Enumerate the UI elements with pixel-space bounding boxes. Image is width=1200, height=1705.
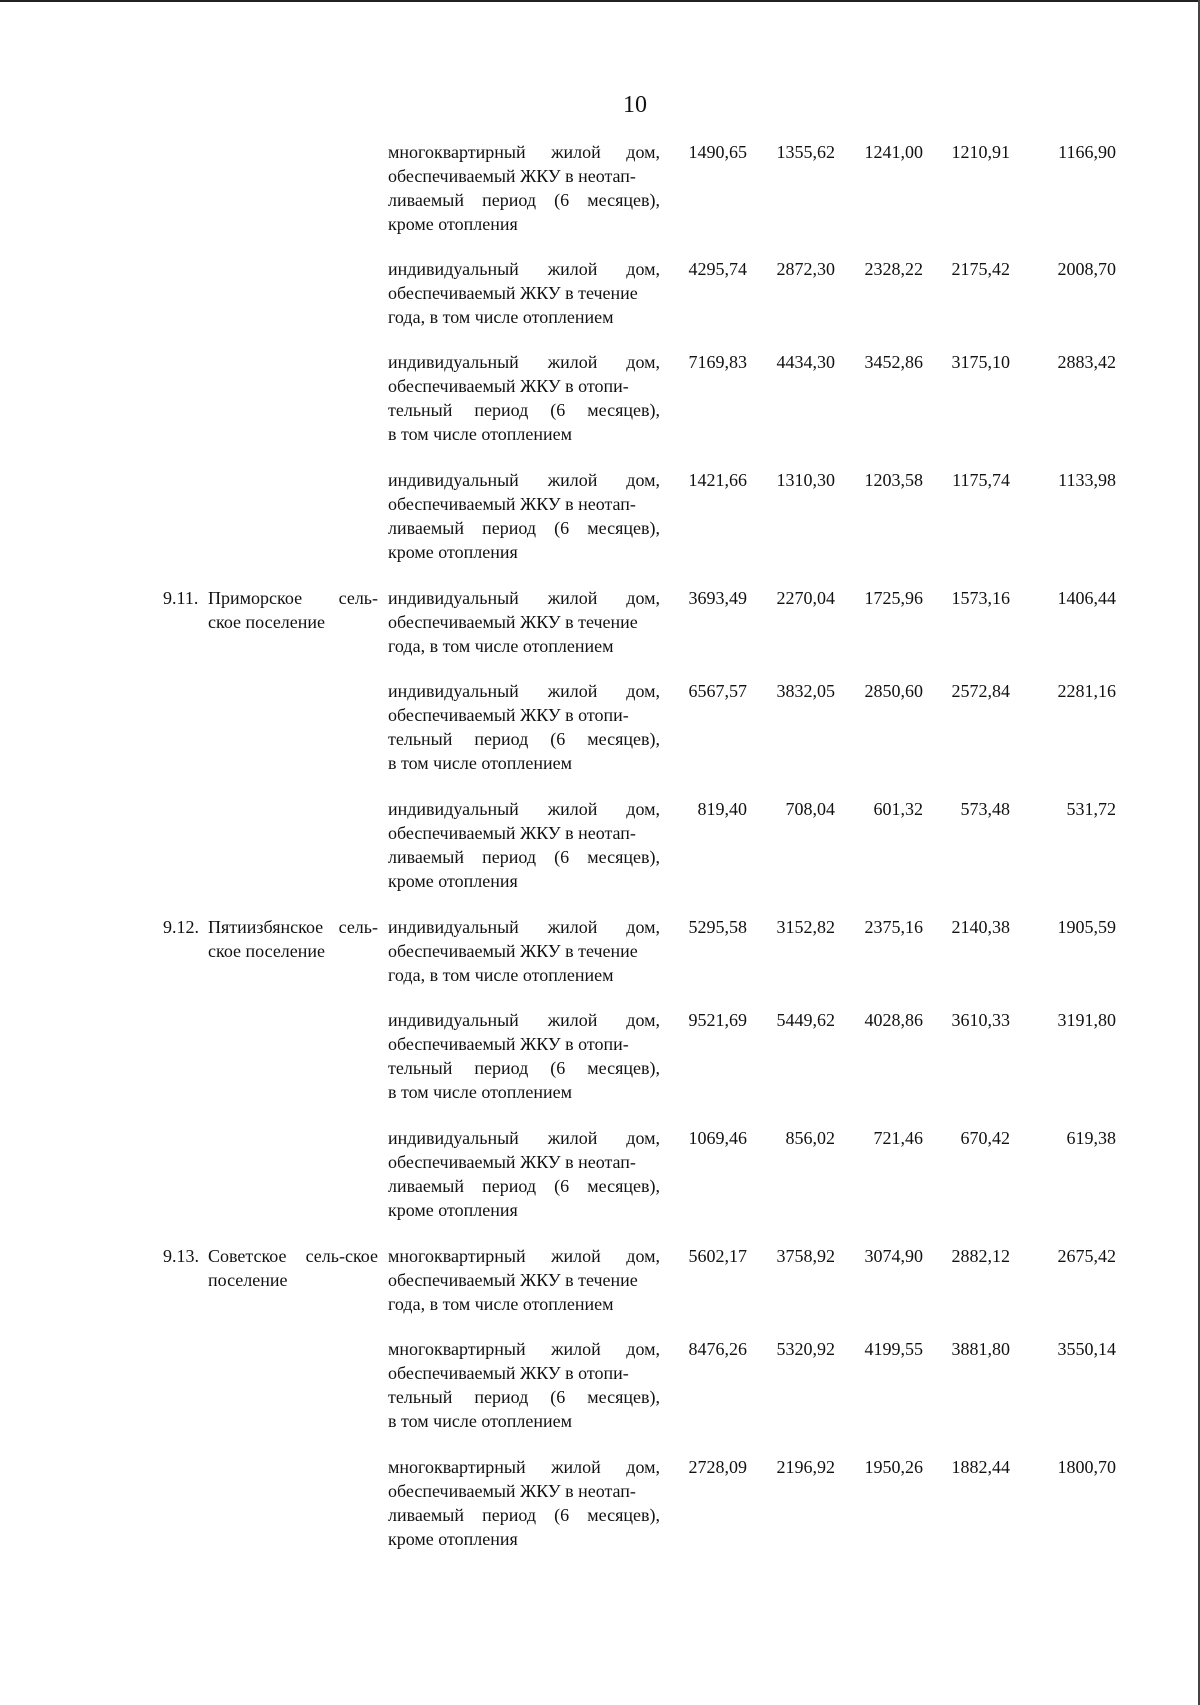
housing-description — [388, 1337, 660, 1433]
value-cell: 3758,92 — [776, 1246, 835, 1266]
description-line: тельный период (6 месяцев), — [388, 729, 660, 749]
value-cell: 1800,70 — [1057, 1457, 1116, 1477]
description-line: ливаемый период (6 месяцев), — [388, 1176, 660, 1196]
description-line: многоквартирный жилой дом, — [388, 1457, 660, 1477]
description-line: в том числе отоплением — [388, 1082, 572, 1102]
value-cell: 3074,90 — [864, 1246, 923, 1266]
description-line: кроме отопления — [388, 1529, 518, 1549]
description-line: индивидуальный жилой дом, — [388, 1010, 660, 1030]
value-cell: 2883,42 — [1057, 352, 1116, 372]
description-line: многоквартирный жилой дом, — [388, 1246, 660, 1266]
description-line: обеспечиваемый ЖКУ в неотап- — [388, 823, 636, 843]
description-line: обеспечиваемый ЖКУ в течение — [388, 1270, 638, 1290]
housing-description — [388, 679, 660, 775]
value-cell: 2328,22 — [864, 259, 923, 279]
value-cell: 1310,30 — [776, 470, 835, 490]
description-line: года, в том числе отоплением — [388, 307, 614, 327]
value-cell: 1905,59 — [1057, 917, 1116, 937]
value-cell: 2281,16 — [1057, 681, 1116, 701]
municipality-number: 9.12. — [163, 917, 199, 937]
value-cell: 3693,49 — [688, 588, 747, 608]
description-line: в том числе отоплением — [388, 753, 572, 773]
value-cell: 601,32 — [873, 799, 923, 819]
description-line: обеспечиваемый ЖКУ в неотап- — [388, 494, 636, 514]
description-line: многоквартирный жилой дом, — [388, 1339, 660, 1359]
value-cell: 4295,74 — [688, 259, 747, 279]
housing-description — [388, 1455, 660, 1551]
description-line: обеспечиваемый ЖКУ в течение — [388, 612, 638, 632]
value-cell: 1241,00 — [864, 142, 923, 162]
value-cell: 2572,84 — [951, 681, 1010, 701]
municipality-name: Пятиизбянское сель-ское поселение — [208, 917, 378, 961]
description-line: года, в том числе отоплением — [388, 636, 614, 656]
value-cell: 7169,83 — [688, 352, 747, 372]
value-cell: 2850,60 — [864, 681, 923, 701]
value-cell: 2270,04 — [776, 588, 835, 608]
description-line: тельный период (6 месяцев), — [388, 1387, 660, 1407]
value-cell: 2175,42 — [951, 259, 1010, 279]
value-cell: 670,42 — [960, 1128, 1010, 1148]
description-line: кроме отопления — [388, 542, 518, 562]
value-cell: 5320,92 — [776, 1339, 835, 1359]
value-cell: 8476,26 — [688, 1339, 747, 1359]
municipality-number: 9.11. — [163, 588, 199, 608]
value-cell: 819,40 — [697, 799, 747, 819]
value-cell: 2196,92 — [776, 1457, 835, 1477]
table-row — [0, 140, 1200, 250]
value-cell: 3610,33 — [951, 1010, 1010, 1030]
housing-description — [388, 1244, 660, 1316]
value-cell: 3452,86 — [864, 352, 923, 372]
housing-description — [388, 1126, 660, 1222]
table-row — [0, 468, 1200, 578]
value-cell: 2872,30 — [776, 259, 835, 279]
municipality-number: 9.13. — [163, 1246, 199, 1266]
description-line: индивидуальный жилой дом, — [388, 588, 660, 608]
value-cell: 573,48 — [960, 799, 1010, 819]
value-cell: 5449,62 — [776, 1010, 835, 1030]
value-cell: 3152,82 — [776, 917, 835, 937]
housing-description — [388, 915, 660, 987]
value-cell: 4434,30 — [776, 352, 835, 372]
value-cell: 5295,58 — [688, 917, 747, 937]
page-number: 10 — [623, 92, 647, 118]
description-line: ливаемый период (6 месяцев), — [388, 190, 660, 210]
value-cell: 3175,10 — [951, 352, 1010, 372]
value-cell: 2728,09 — [688, 1457, 747, 1477]
value-cell: 3832,05 — [776, 681, 835, 701]
housing-description — [388, 468, 660, 564]
value-cell: 4199,55 — [864, 1339, 923, 1359]
description-line: индивидуальный жилой дом, — [388, 259, 660, 279]
housing-description — [388, 1008, 660, 1104]
value-cell: 2375,16 — [864, 917, 923, 937]
value-cell: 4028,86 — [864, 1010, 923, 1030]
housing-description — [388, 350, 660, 446]
municipality-name: Приморское сель-ское поселение — [208, 588, 378, 632]
housing-description — [388, 586, 660, 658]
description-line: обеспечиваемый ЖКУ в отопи- — [388, 1363, 629, 1383]
value-cell: 5602,17 — [688, 1246, 747, 1266]
description-line: обеспечиваемый ЖКУ в неотап- — [388, 166, 636, 186]
value-cell: 1166,90 — [1058, 142, 1116, 162]
description-line: в том числе отоплением — [388, 1411, 572, 1431]
description-line: индивидуальный жилой дом, — [388, 470, 660, 490]
description-line: кроме отопления — [388, 1200, 518, 1220]
description-line: ливаемый период (6 месяцев), — [388, 518, 660, 538]
description-line: обеспечиваемый ЖКУ в неотап- — [388, 1152, 636, 1172]
value-cell: 2008,70 — [1057, 259, 1116, 279]
value-cell: 531,72 — [1066, 799, 1116, 819]
description-line: обеспечиваемый ЖКУ в течение — [388, 283, 638, 303]
description-line: индивидуальный жилой дом, — [388, 917, 660, 937]
table-row — [0, 797, 1200, 907]
description-line: в том числе отоплением — [388, 424, 572, 444]
description-line: тельный период (6 месяцев), — [388, 1058, 660, 1078]
description-line: индивидуальный жилой дом, — [388, 681, 660, 701]
value-cell: 1725,96 — [864, 588, 923, 608]
scan-border-top — [0, 0, 1200, 2]
value-cell: 708,04 — [785, 799, 835, 819]
value-cell: 3881,80 — [951, 1339, 1010, 1359]
value-cell: 1406,44 — [1057, 588, 1116, 608]
value-cell: 1175,74 — [952, 470, 1010, 490]
description-line: обеспечиваемый ЖКУ в отопи- — [388, 1034, 629, 1054]
value-cell: 1133,98 — [1058, 470, 1116, 490]
value-cell: 1882,44 — [951, 1457, 1010, 1477]
description-line: обеспечиваемый ЖКУ в неотап- — [388, 1481, 636, 1501]
table-row — [0, 1008, 1200, 1118]
value-cell: 619,38 — [1066, 1128, 1116, 1148]
table-row — [0, 1337, 1200, 1447]
table-row — [0, 1126, 1200, 1236]
description-line: индивидуальный жилой дом, — [388, 799, 660, 819]
description-line: обеспечиваемый ЖКУ в отопи- — [388, 705, 629, 725]
housing-description — [388, 257, 660, 329]
description-line: индивидуальный жилой дом, — [388, 352, 660, 372]
value-cell: 3550,14 — [1057, 1339, 1116, 1359]
value-cell: 6567,57 — [688, 681, 747, 701]
table-row — [0, 350, 1200, 460]
description-line: обеспечиваемый ЖКУ в отопи- — [388, 376, 629, 396]
description-line: кроме отопления — [388, 871, 518, 891]
value-cell: 1421,66 — [688, 470, 747, 490]
description-line: ливаемый период (6 месяцев), — [388, 847, 660, 867]
value-cell: 3191,80 — [1057, 1010, 1116, 1030]
value-cell: 1573,16 — [951, 588, 1010, 608]
value-cell: 1950,26 — [864, 1457, 923, 1477]
description-line: года, в том числе отоплением — [388, 1294, 614, 1314]
municipality-name: Советское сель-ское поселение — [208, 1246, 378, 1290]
value-cell: 1069,46 — [688, 1128, 747, 1148]
value-cell: 1210,91 — [951, 142, 1010, 162]
value-cell: 9521,69 — [688, 1010, 747, 1030]
description-line: кроме отопления — [388, 214, 518, 234]
description-line: тельный период (6 месяцев), — [388, 400, 660, 420]
description-line: ливаемый период (6 месяцев), — [388, 1505, 660, 1525]
description-line: многоквартирный жилой дом, — [388, 142, 660, 162]
value-cell: 1355,62 — [776, 142, 835, 162]
value-cell: 1203,58 — [864, 470, 923, 490]
value-cell: 856,02 — [785, 1128, 835, 1148]
housing-description — [388, 140, 660, 236]
description-line: года, в том числе отоплением — [388, 965, 614, 985]
description-line: индивидуальный жилой дом, — [388, 1128, 660, 1148]
description-line: обеспечиваемый ЖКУ в течение — [388, 941, 638, 961]
table-row — [0, 679, 1200, 789]
value-cell: 2882,12 — [951, 1246, 1010, 1266]
housing-description — [388, 797, 660, 893]
value-cell: 2140,38 — [951, 917, 1010, 937]
value-cell: 1490,65 — [688, 142, 747, 162]
value-cell: 2675,42 — [1057, 1246, 1116, 1266]
table-row — [0, 1455, 1200, 1565]
value-cell: 721,46 — [873, 1128, 923, 1148]
